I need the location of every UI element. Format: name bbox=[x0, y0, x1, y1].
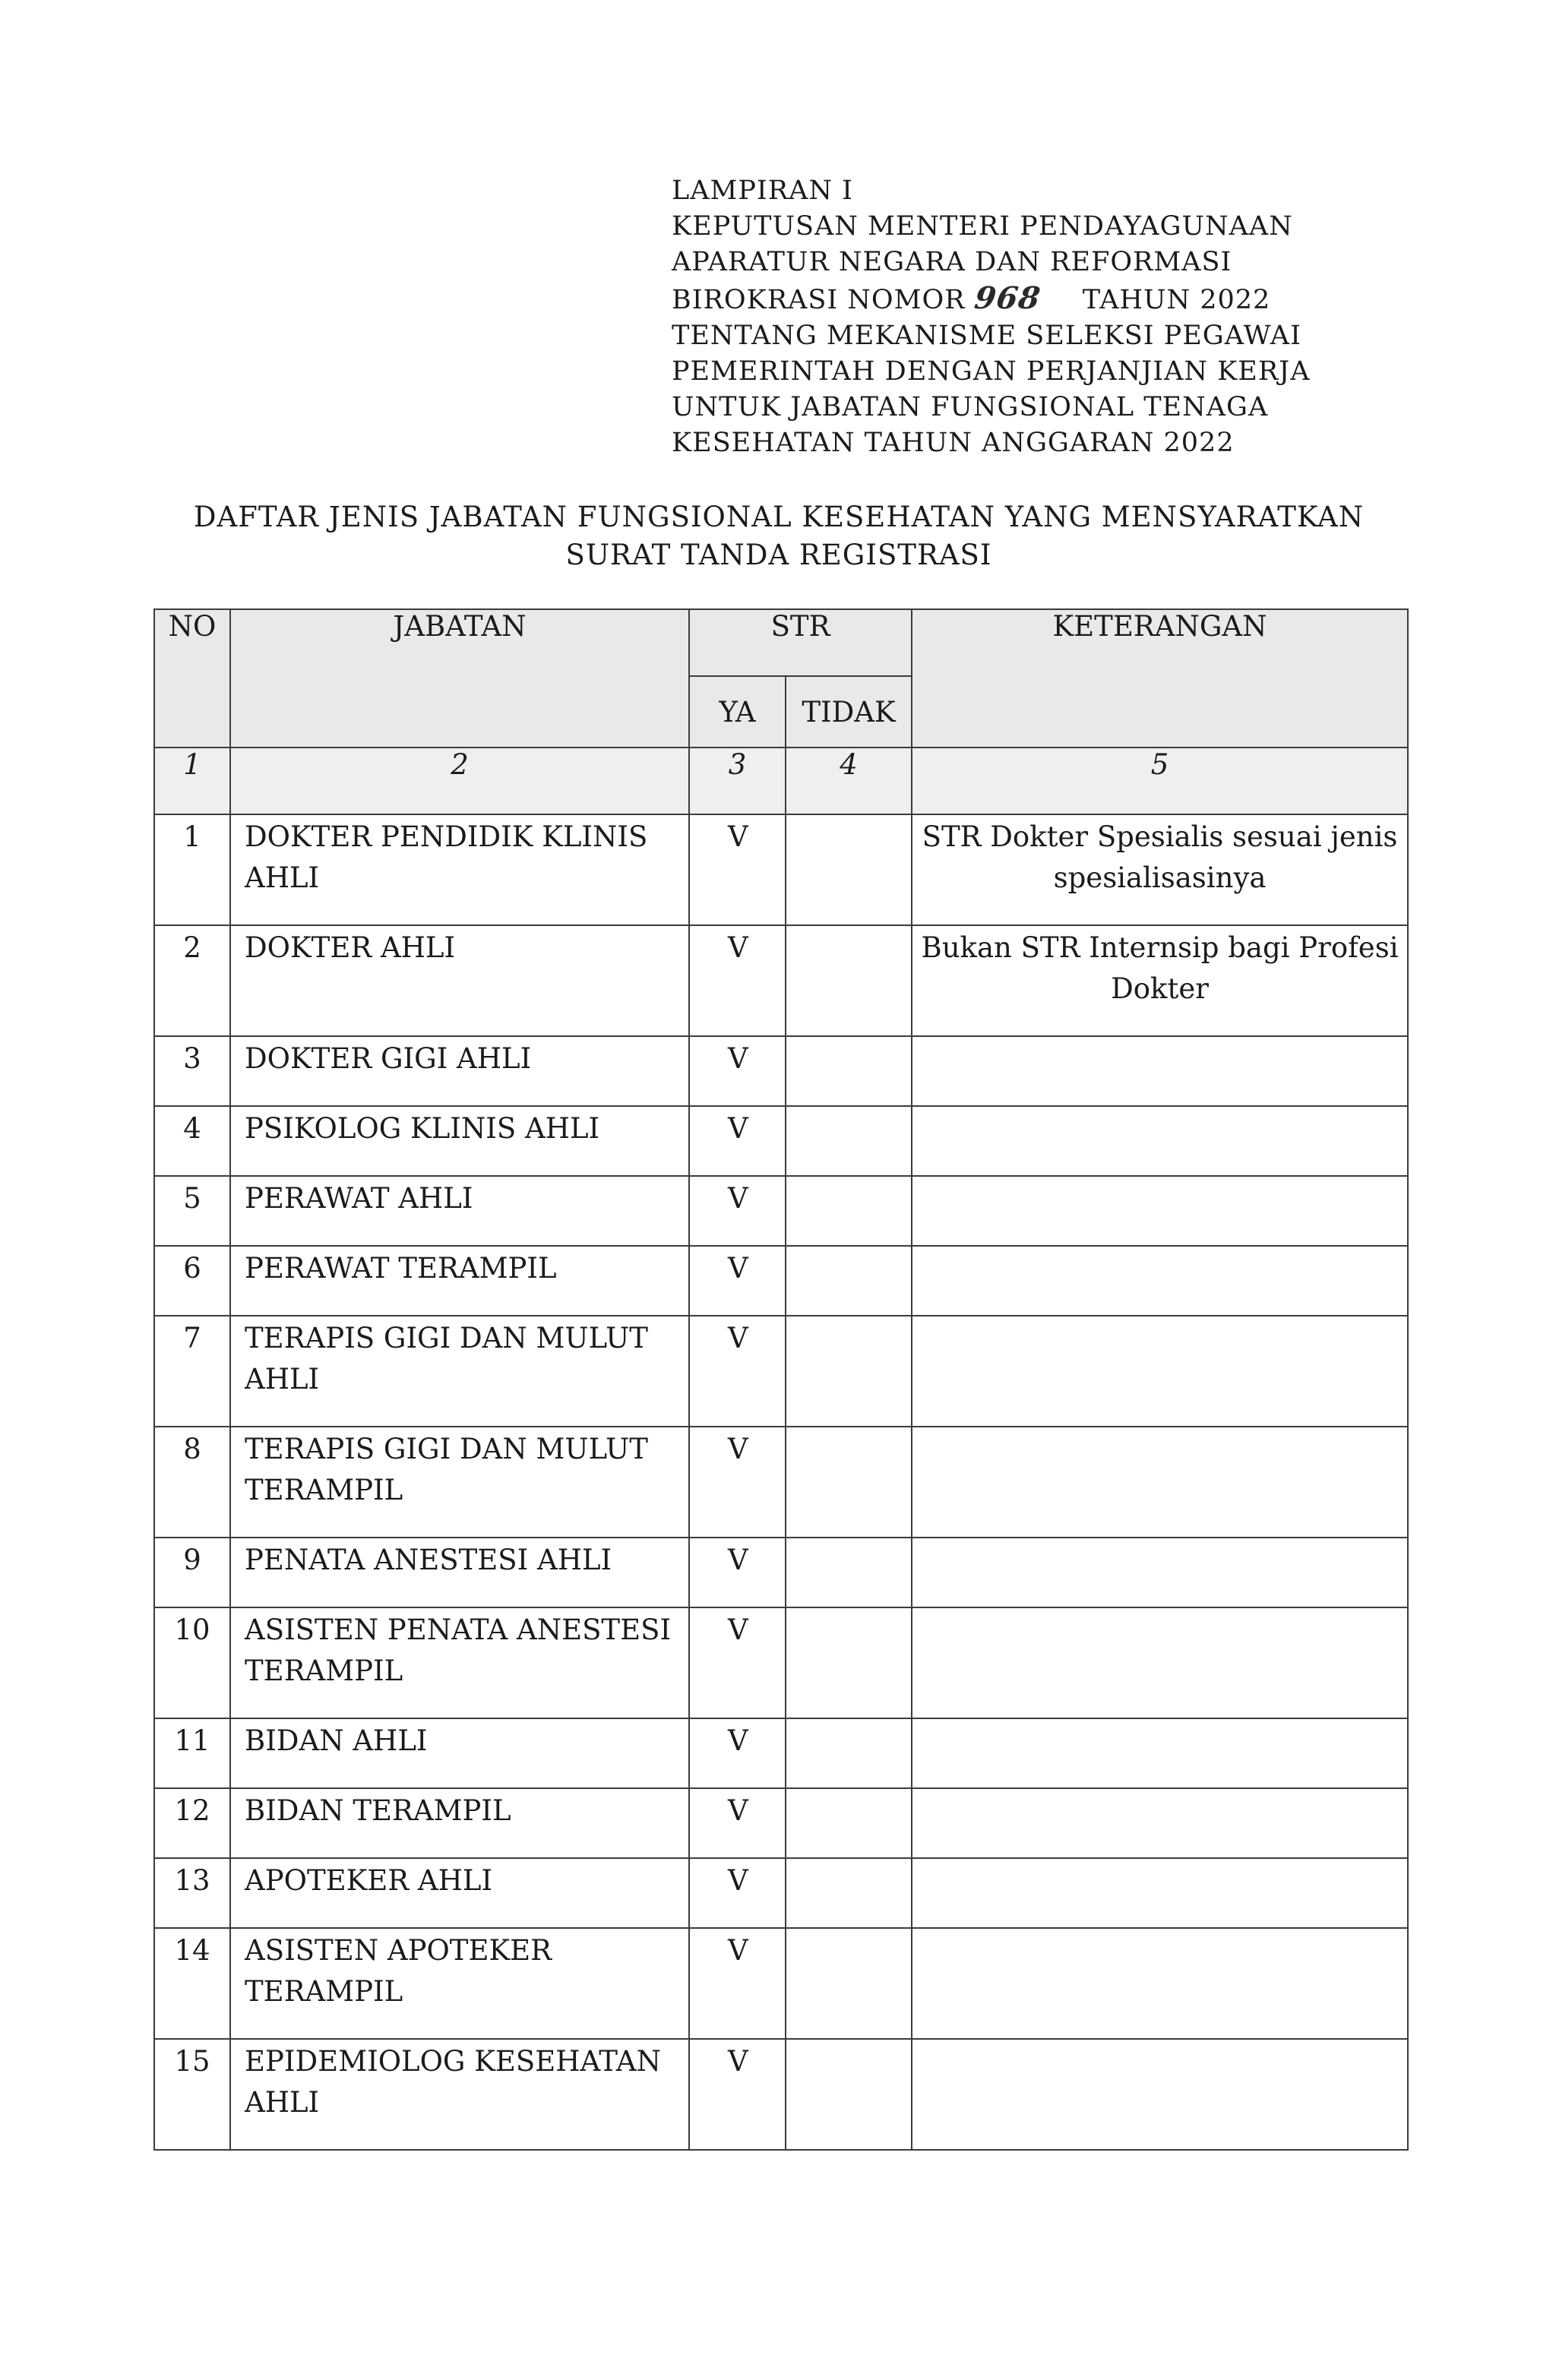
cell-no: 2 bbox=[154, 925, 230, 1036]
cell-tidak bbox=[786, 1246, 912, 1316]
table-row bbox=[154, 1928, 1408, 2039]
cell-jabatan: PSIKOLOG KLINIS AHLI bbox=[230, 1106, 689, 1176]
cell-keterangan bbox=[912, 1036, 1408, 1106]
table-row bbox=[154, 2039, 1408, 2150]
table-row bbox=[154, 925, 1408, 1036]
cell-jabatan: TERAPIS GIGI DAN MULUT TERAMPIL bbox=[230, 1427, 689, 1538]
table-row bbox=[154, 1176, 1408, 1246]
cell-jabatan: PERAWAT TERAMPIL bbox=[230, 1246, 689, 1316]
cell-keterangan: Bukan STR Internsip bagi Profesi Dokter bbox=[912, 925, 1408, 1036]
cell-tidak bbox=[786, 1788, 912, 1858]
cell-no: 14 bbox=[154, 1928, 230, 2039]
cell-ya: V bbox=[689, 1928, 786, 2039]
table-row bbox=[154, 1316, 1408, 1427]
column-number: 2 bbox=[230, 748, 689, 814]
table-row bbox=[154, 1607, 1408, 1718]
cell-keterangan bbox=[912, 1858, 1408, 1928]
cell-keterangan bbox=[912, 1176, 1408, 1246]
cell-ya: V bbox=[689, 1718, 786, 1788]
cell-keterangan bbox=[912, 1928, 1408, 2039]
cell-no: 4 bbox=[154, 1106, 230, 1176]
cell-jabatan: DOKTER PENDIDIK KLINIS AHLI bbox=[230, 814, 689, 925]
cell-no: 3 bbox=[154, 1036, 230, 1106]
header-line: PEMERINTAH DENGAN PERJANJIAN KERJA bbox=[672, 356, 1311, 387]
cell-jabatan: PERAWAT AHLI bbox=[230, 1176, 689, 1246]
cell-ya: V bbox=[689, 1427, 786, 1538]
cell-no: 8 bbox=[154, 1427, 230, 1538]
table-row bbox=[154, 814, 1408, 925]
cell-no: 7 bbox=[154, 1316, 230, 1427]
header-line: UNTUK JABATAN FUNGSIONAL TENAGA bbox=[672, 392, 1269, 422]
cell-ya: V bbox=[689, 1176, 786, 1246]
handwritten-number: 968 bbox=[972, 280, 1043, 316]
cell-ya: V bbox=[689, 814, 786, 925]
cell-tidak bbox=[786, 1176, 912, 1246]
cell-ya: V bbox=[689, 1788, 786, 1858]
cell-tidak bbox=[786, 925, 912, 1036]
header-line: LAMPIRAN I bbox=[672, 175, 853, 206]
header-keterangan: KETERANGAN bbox=[912, 609, 1408, 748]
cell-tidak bbox=[786, 1607, 912, 1718]
cell-jabatan: ASISTEN APOTEKER TERAMPIL bbox=[230, 1928, 689, 2039]
cell-no: 1 bbox=[154, 814, 230, 925]
header-str: STR bbox=[689, 609, 912, 676]
table-header-row bbox=[154, 609, 1408, 676]
table-row bbox=[154, 1427, 1408, 1538]
column-number: 4 bbox=[786, 748, 912, 814]
header-nomor-label: BIROKRASI NOMOR bbox=[672, 285, 966, 315]
cell-jabatan: BIDAN AHLI bbox=[230, 1718, 689, 1788]
header-line-nomor bbox=[672, 280, 1378, 318]
cell-no: 10 bbox=[154, 1607, 230, 1718]
registration-table bbox=[153, 608, 1409, 2151]
cell-no: 11 bbox=[154, 1718, 230, 1788]
cell-no: 6 bbox=[154, 1246, 230, 1316]
cell-ya: V bbox=[689, 1607, 786, 1718]
cell-jabatan: PENATA ANESTESI AHLI bbox=[230, 1538, 689, 1607]
cell-ya: V bbox=[689, 1036, 786, 1106]
cell-keterangan bbox=[912, 1246, 1408, 1316]
cell-jabatan: ASISTEN PENATA ANESTESI TERAMPIL bbox=[230, 1607, 689, 1718]
header-tahun: TAHUN 2022 bbox=[1082, 285, 1271, 315]
cell-ya: V bbox=[689, 2039, 786, 2150]
title-line-2: SURAT TANDA REGISTRASI bbox=[565, 539, 992, 571]
cell-jabatan: TERAPIS GIGI DAN MULUT AHLI bbox=[230, 1316, 689, 1427]
cell-keterangan bbox=[912, 2039, 1408, 2150]
column-number-row bbox=[154, 748, 1408, 814]
table-row bbox=[154, 1788, 1408, 1858]
cell-jabatan: EPIDEMIOLOG KESEHATAN AHLI bbox=[230, 2039, 689, 2150]
cell-keterangan bbox=[912, 1607, 1408, 1718]
cell-no: 15 bbox=[154, 2039, 230, 2150]
cell-jabatan: DOKTER GIGI AHLI bbox=[230, 1036, 689, 1106]
table-row bbox=[154, 1538, 1408, 1607]
header-line: APARATUR NEGARA DAN REFORMASI bbox=[672, 247, 1232, 277]
cell-no: 12 bbox=[154, 1788, 230, 1858]
header-no: NO bbox=[154, 609, 230, 748]
table-row bbox=[154, 1858, 1408, 1928]
cell-tidak bbox=[786, 2039, 912, 2150]
cell-ya: V bbox=[689, 1106, 786, 1176]
header-line: KESEHATAN TAHUN ANGGARAN 2022 bbox=[672, 428, 1235, 458]
cell-tidak bbox=[786, 1036, 912, 1106]
cell-keterangan: STR Dokter Spesialis sesuai jenis spesialisasinya bbox=[912, 814, 1408, 925]
cell-no: 13 bbox=[154, 1858, 230, 1928]
column-number: 5 bbox=[912, 748, 1408, 814]
cell-keterangan bbox=[912, 1427, 1408, 1538]
cell-tidak bbox=[786, 1427, 912, 1538]
header-ya: YA bbox=[689, 676, 786, 748]
cell-tidak bbox=[786, 1106, 912, 1176]
header-line: KEPUTUSAN MENTERI PENDAYAGUNAAN bbox=[672, 211, 1293, 242]
column-number: 3 bbox=[689, 748, 786, 814]
cell-keterangan bbox=[912, 1788, 1408, 1858]
table-row bbox=[154, 1718, 1408, 1788]
cell-tidak bbox=[786, 1316, 912, 1427]
cell-no: 9 bbox=[154, 1538, 230, 1607]
header-line: TENTANG MEKANISME SELEKSI PEGAWAI bbox=[672, 321, 1301, 351]
cell-keterangan bbox=[912, 1316, 1408, 1427]
column-number: 1 bbox=[154, 748, 230, 814]
header-jabatan: JABATAN bbox=[230, 609, 689, 748]
cell-jabatan: BIDAN TERAMPIL bbox=[230, 1788, 689, 1858]
cell-jabatan: DOKTER AHLI bbox=[230, 925, 689, 1036]
cell-keterangan bbox=[912, 1538, 1408, 1607]
cell-ya: V bbox=[689, 925, 786, 1036]
cell-tidak bbox=[786, 1718, 912, 1788]
cell-tidak bbox=[786, 1928, 912, 2039]
cell-keterangan bbox=[912, 1718, 1408, 1788]
document-title bbox=[137, 498, 1421, 574]
table-row bbox=[154, 1036, 1408, 1106]
header-tidak: TIDAK bbox=[786, 676, 912, 748]
cell-tidak bbox=[786, 1858, 912, 1928]
cell-jabatan: APOTEKER AHLI bbox=[230, 1858, 689, 1928]
cell-ya: V bbox=[689, 1246, 786, 1316]
table-row bbox=[154, 1246, 1408, 1316]
cell-keterangan bbox=[912, 1106, 1408, 1176]
cell-ya: V bbox=[689, 1858, 786, 1928]
cell-ya: V bbox=[689, 1316, 786, 1427]
cell-no: 5 bbox=[154, 1176, 230, 1246]
cell-ya: V bbox=[689, 1538, 786, 1607]
cell-tidak bbox=[786, 814, 912, 925]
cell-tidak bbox=[786, 1538, 912, 1607]
attachment-header bbox=[672, 173, 1378, 461]
title-line-1: DAFTAR JENIS JABATAN FUNGSIONAL KESEHATAN YANG MENSYARATKAN bbox=[193, 501, 1365, 533]
table-row bbox=[154, 1106, 1408, 1176]
